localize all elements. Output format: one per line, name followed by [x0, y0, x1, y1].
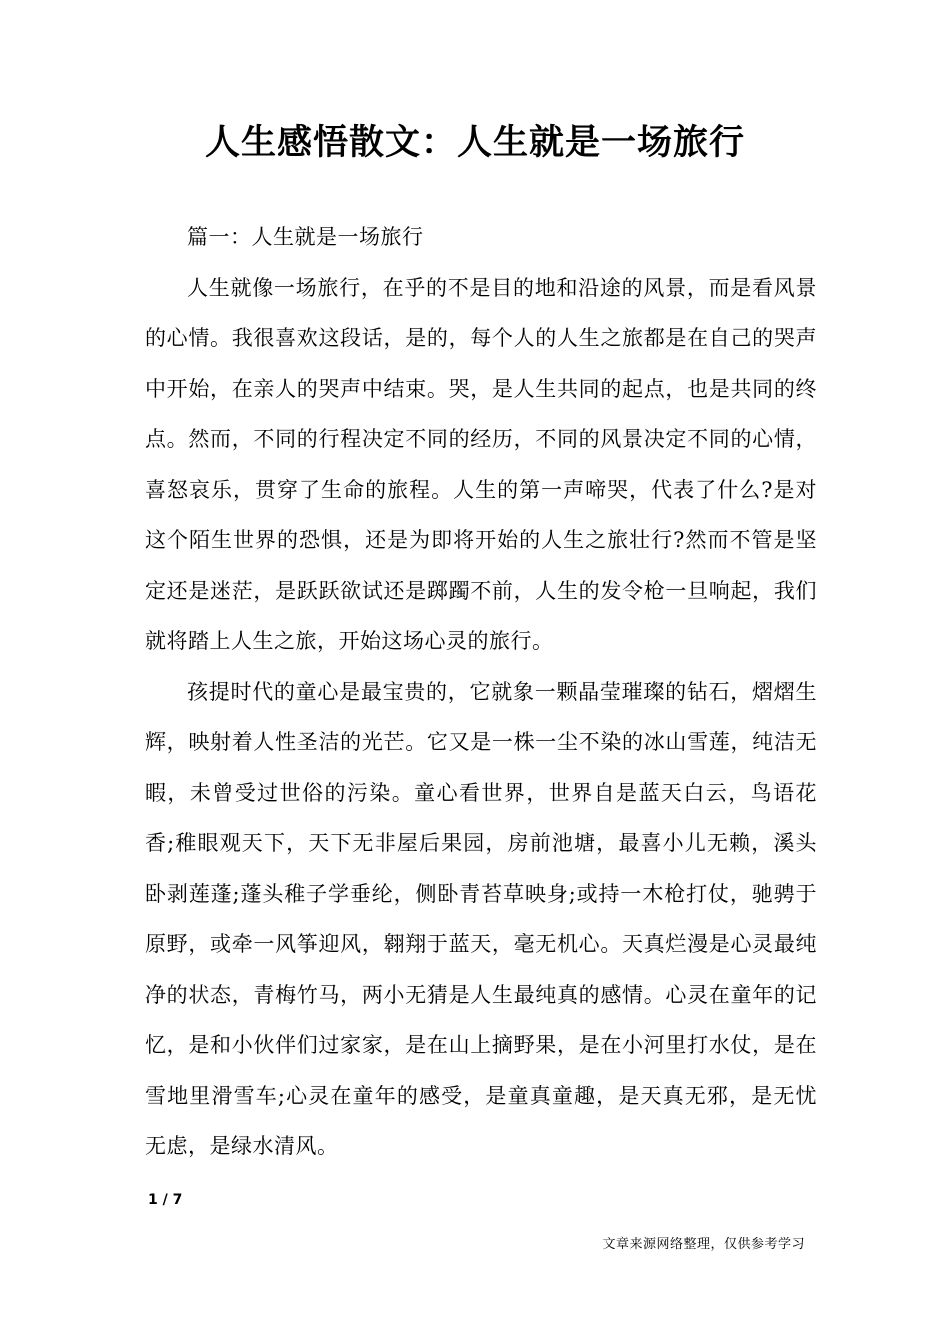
document-title: 人生感悟散文：人生就是一场旅行	[204, 122, 745, 163]
body-paragraph: 孩提时代的童心是最宝贵的，它就象一颗晶莹璀璨的钻石，熠熠生辉，映射着人性圣洁的光芒。它又是一株一尘不染的冰山雪莲，纯洁无暇，未曾受过世俗的污染。童心看世界，世界自是蓝天白云，鸟语花香;稚眼观天下，天下无非屋后果园，房前池塘，最喜小儿无赖，溪头卧剥莲蓬;蓬头稚子学垂纶，侧卧青苔草映身;或持一木枪打仗，驰骋于原野，或牵一风筝迎风，翱翔于蓝天，毫无机心。天真烂漫是心灵最纯净的状态，青梅竹马，两小无猜是人生最纯真的感情。心灵在童年的记忆，是和小伙伴们过家家，是在山上摘野果，是在小河里打水仗，是在雪地里滑雪车;心灵在童年的感受，是童真童趣，是天真无邪，是无忧无虑，是绿水清风。	[145, 679, 817, 1158]
document-body	[145, 212, 817, 1172]
footer-note: 文章来源网络整理，仅供参考学习	[602, 1237, 805, 1252]
body-paragraph: 人生就像一场旅行，在乎的不是目的地和沿途的风景，而是看风景的心情。我很喜欢这段话，是的，每个人的人生之旅都是在自己的哭声中开始，在亲人的哭声中结束。哭，是人生共同的起点，也是共同的终点。然而，不同的行程决定不同的经历，不同的风景决定不同的心情，喜怒哀乐，贯穿了生命的旅程。人生的第一声啼哭，代表了什么?是对这个陌生世界的恐惧，还是为即将开始的人生之旅壮行?然而不管是坚定还是迷茫，是跃跃欲试还是踯躅不前，人生的发令枪一旦响起，我们就将踏上人生之旅，开始这场心灵的旅行。	[145, 275, 817, 653]
page-number: 1 / 7	[148, 1192, 183, 1208]
section-heading: 篇一：人生就是一场旅行	[187, 225, 424, 249]
